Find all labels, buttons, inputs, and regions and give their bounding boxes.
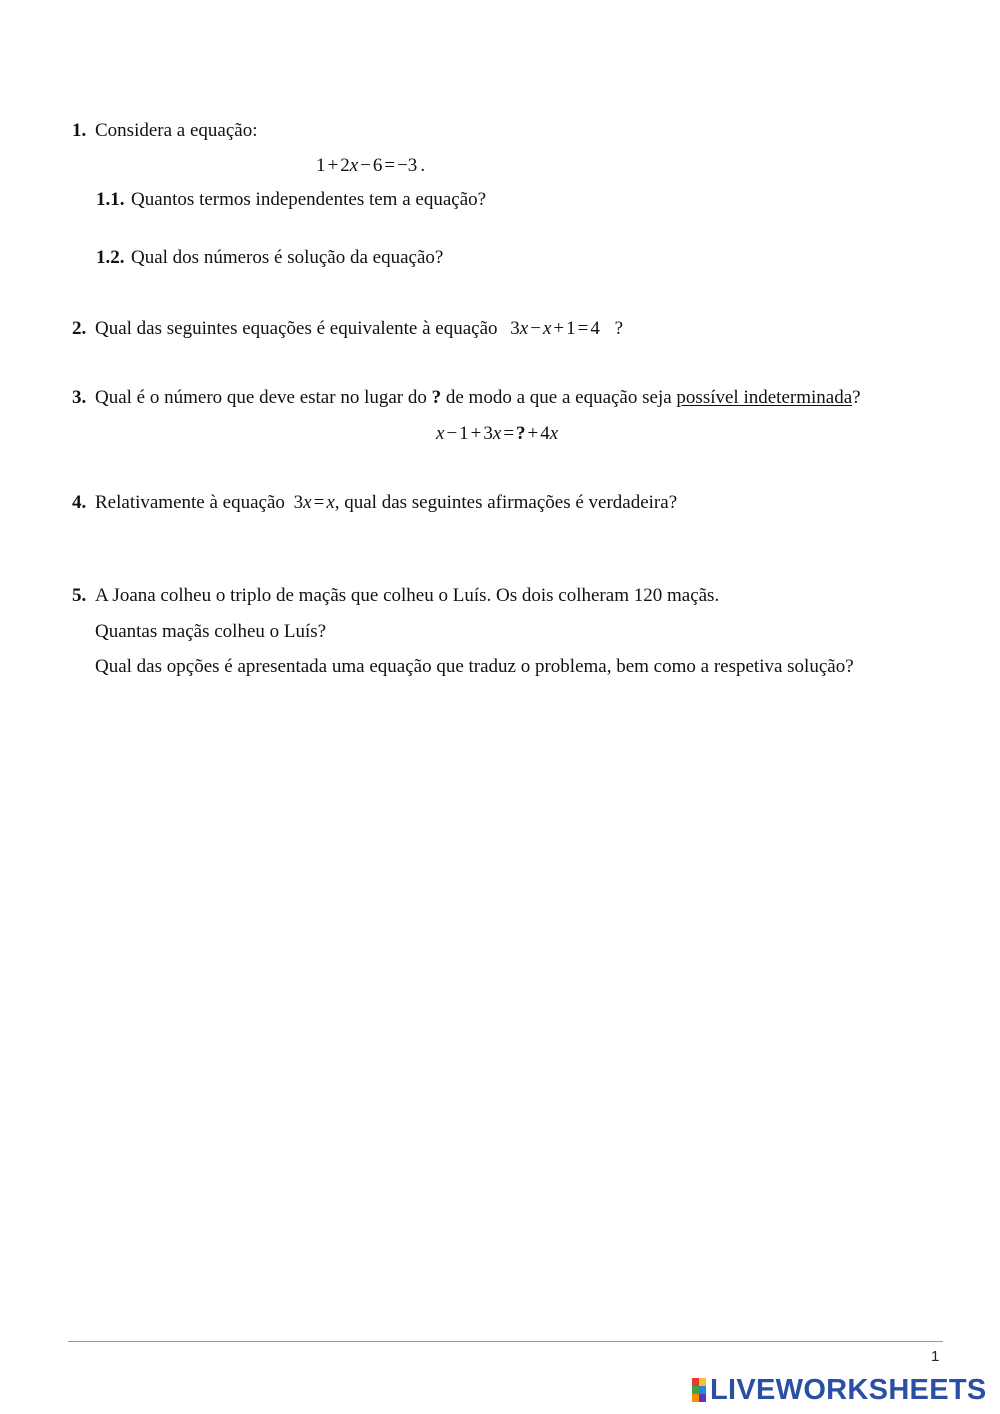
eq1-term: 1 — [316, 155, 326, 176]
question-4-number: 4. — [72, 492, 87, 513]
question-5-number: 5. — [72, 585, 87, 606]
question-2 — [72, 318, 623, 340]
question-1-1 — [96, 189, 486, 211]
liveworksheets-wordmark: LIVEWORKSHEETS — [710, 1373, 987, 1406]
eq3-equals: = — [503, 423, 515, 444]
eq3-op: + — [527, 423, 539, 444]
question-1-2 — [96, 247, 443, 269]
eq2-term: 3 — [510, 318, 520, 339]
eq2-term: 1 — [566, 318, 576, 339]
eq3-term: 4 — [540, 423, 550, 444]
question-5-line-2: Quantas maçãs colheu o Luís? — [95, 621, 327, 642]
eq1-term: −3 — [397, 155, 418, 176]
question-2-number: 2. — [72, 318, 87, 339]
question-2-equation — [510, 318, 600, 339]
question-2-end: ? — [614, 318, 623, 339]
eq3-variable: x — [492, 423, 502, 444]
question-1-number: 1. — [72, 120, 87, 141]
eq3-variable: x — [549, 423, 559, 444]
eq3-term: 3 — [483, 423, 493, 444]
eq2-term: 4 — [590, 318, 600, 339]
question-1-2-number: 1.2. — [96, 247, 125, 268]
eq2-op: + — [553, 318, 565, 339]
question-3-text-middle: de modo a que a equação seja — [445, 387, 672, 408]
question-5-line-1: A Joana colheu o triplo de maçãs que colheu o Luís. Os dois colheram 120 maçãs. — [95, 585, 720, 606]
question-1 — [72, 120, 257, 142]
eq1-term: 2 — [340, 155, 350, 176]
question-5 — [72, 585, 719, 607]
question-1-1-text: Quantos termos independentes tem a equação? — [131, 189, 487, 210]
question-2-text: Qual das seguintes equações é equivalente à equação — [95, 318, 498, 339]
question-3-number: 3. — [72, 387, 87, 408]
eq2-variable: x — [519, 318, 529, 339]
question-4-text-before: Relativamente à equação — [95, 492, 285, 513]
question-3-qmark: ? — [431, 387, 442, 408]
eq4-variable: x — [303, 492, 312, 513]
footer-divider — [68, 1341, 943, 1342]
question-1-text: Considera a equação: — [95, 120, 258, 141]
question-1-2-text: Qual dos números é solução da equação? — [131, 247, 444, 268]
eq1-equals: = — [384, 155, 396, 176]
page-number: 1 — [931, 1348, 940, 1365]
question-4-equation — [294, 492, 335, 513]
eq3-op: − — [446, 423, 458, 444]
eq1-op: − — [360, 155, 371, 176]
eq1-term: 6 — [372, 155, 383, 176]
question-5-line-3: Qual das opções é apresentada uma equação que traduz o problema, bem como a respetiva solução? — [95, 656, 854, 677]
eq1-op: + — [327, 155, 339, 176]
eq3-unknown: ? — [516, 423, 526, 444]
question-1-equation — [316, 155, 425, 177]
eq1-variable: x — [349, 155, 359, 176]
eq3-variable: x — [436, 423, 445, 444]
eq4-term: 3 — [293, 492, 304, 513]
eq2-op: − — [530, 318, 541, 339]
question-3 — [72, 387, 861, 409]
question-3-equation — [436, 423, 558, 445]
question-3-end: ? — [852, 387, 861, 408]
liveworksheets-logo — [692, 1374, 987, 1406]
question-4 — [72, 492, 677, 514]
question-3-text-before: Qual é o número que deve estar no lugar do — [95, 387, 427, 408]
eq4-variable: x — [326, 492, 335, 513]
eq1-period: . — [420, 155, 426, 176]
question-3-underlined: possível indeterminada — [676, 387, 853, 408]
eq2-variable: x — [542, 318, 552, 339]
eq3-op: + — [470, 423, 482, 444]
eq3-term: 1 — [459, 423, 469, 444]
eq2-equals: = — [577, 318, 589, 339]
question-4-text-after: , qual das seguintes afirmações é verdadeira? — [334, 492, 678, 513]
liveworksheets-mark-icon — [692, 1378, 706, 1402]
question-1-1-number: 1.1. — [96, 189, 125, 210]
eq4-equals: = — [313, 492, 325, 513]
